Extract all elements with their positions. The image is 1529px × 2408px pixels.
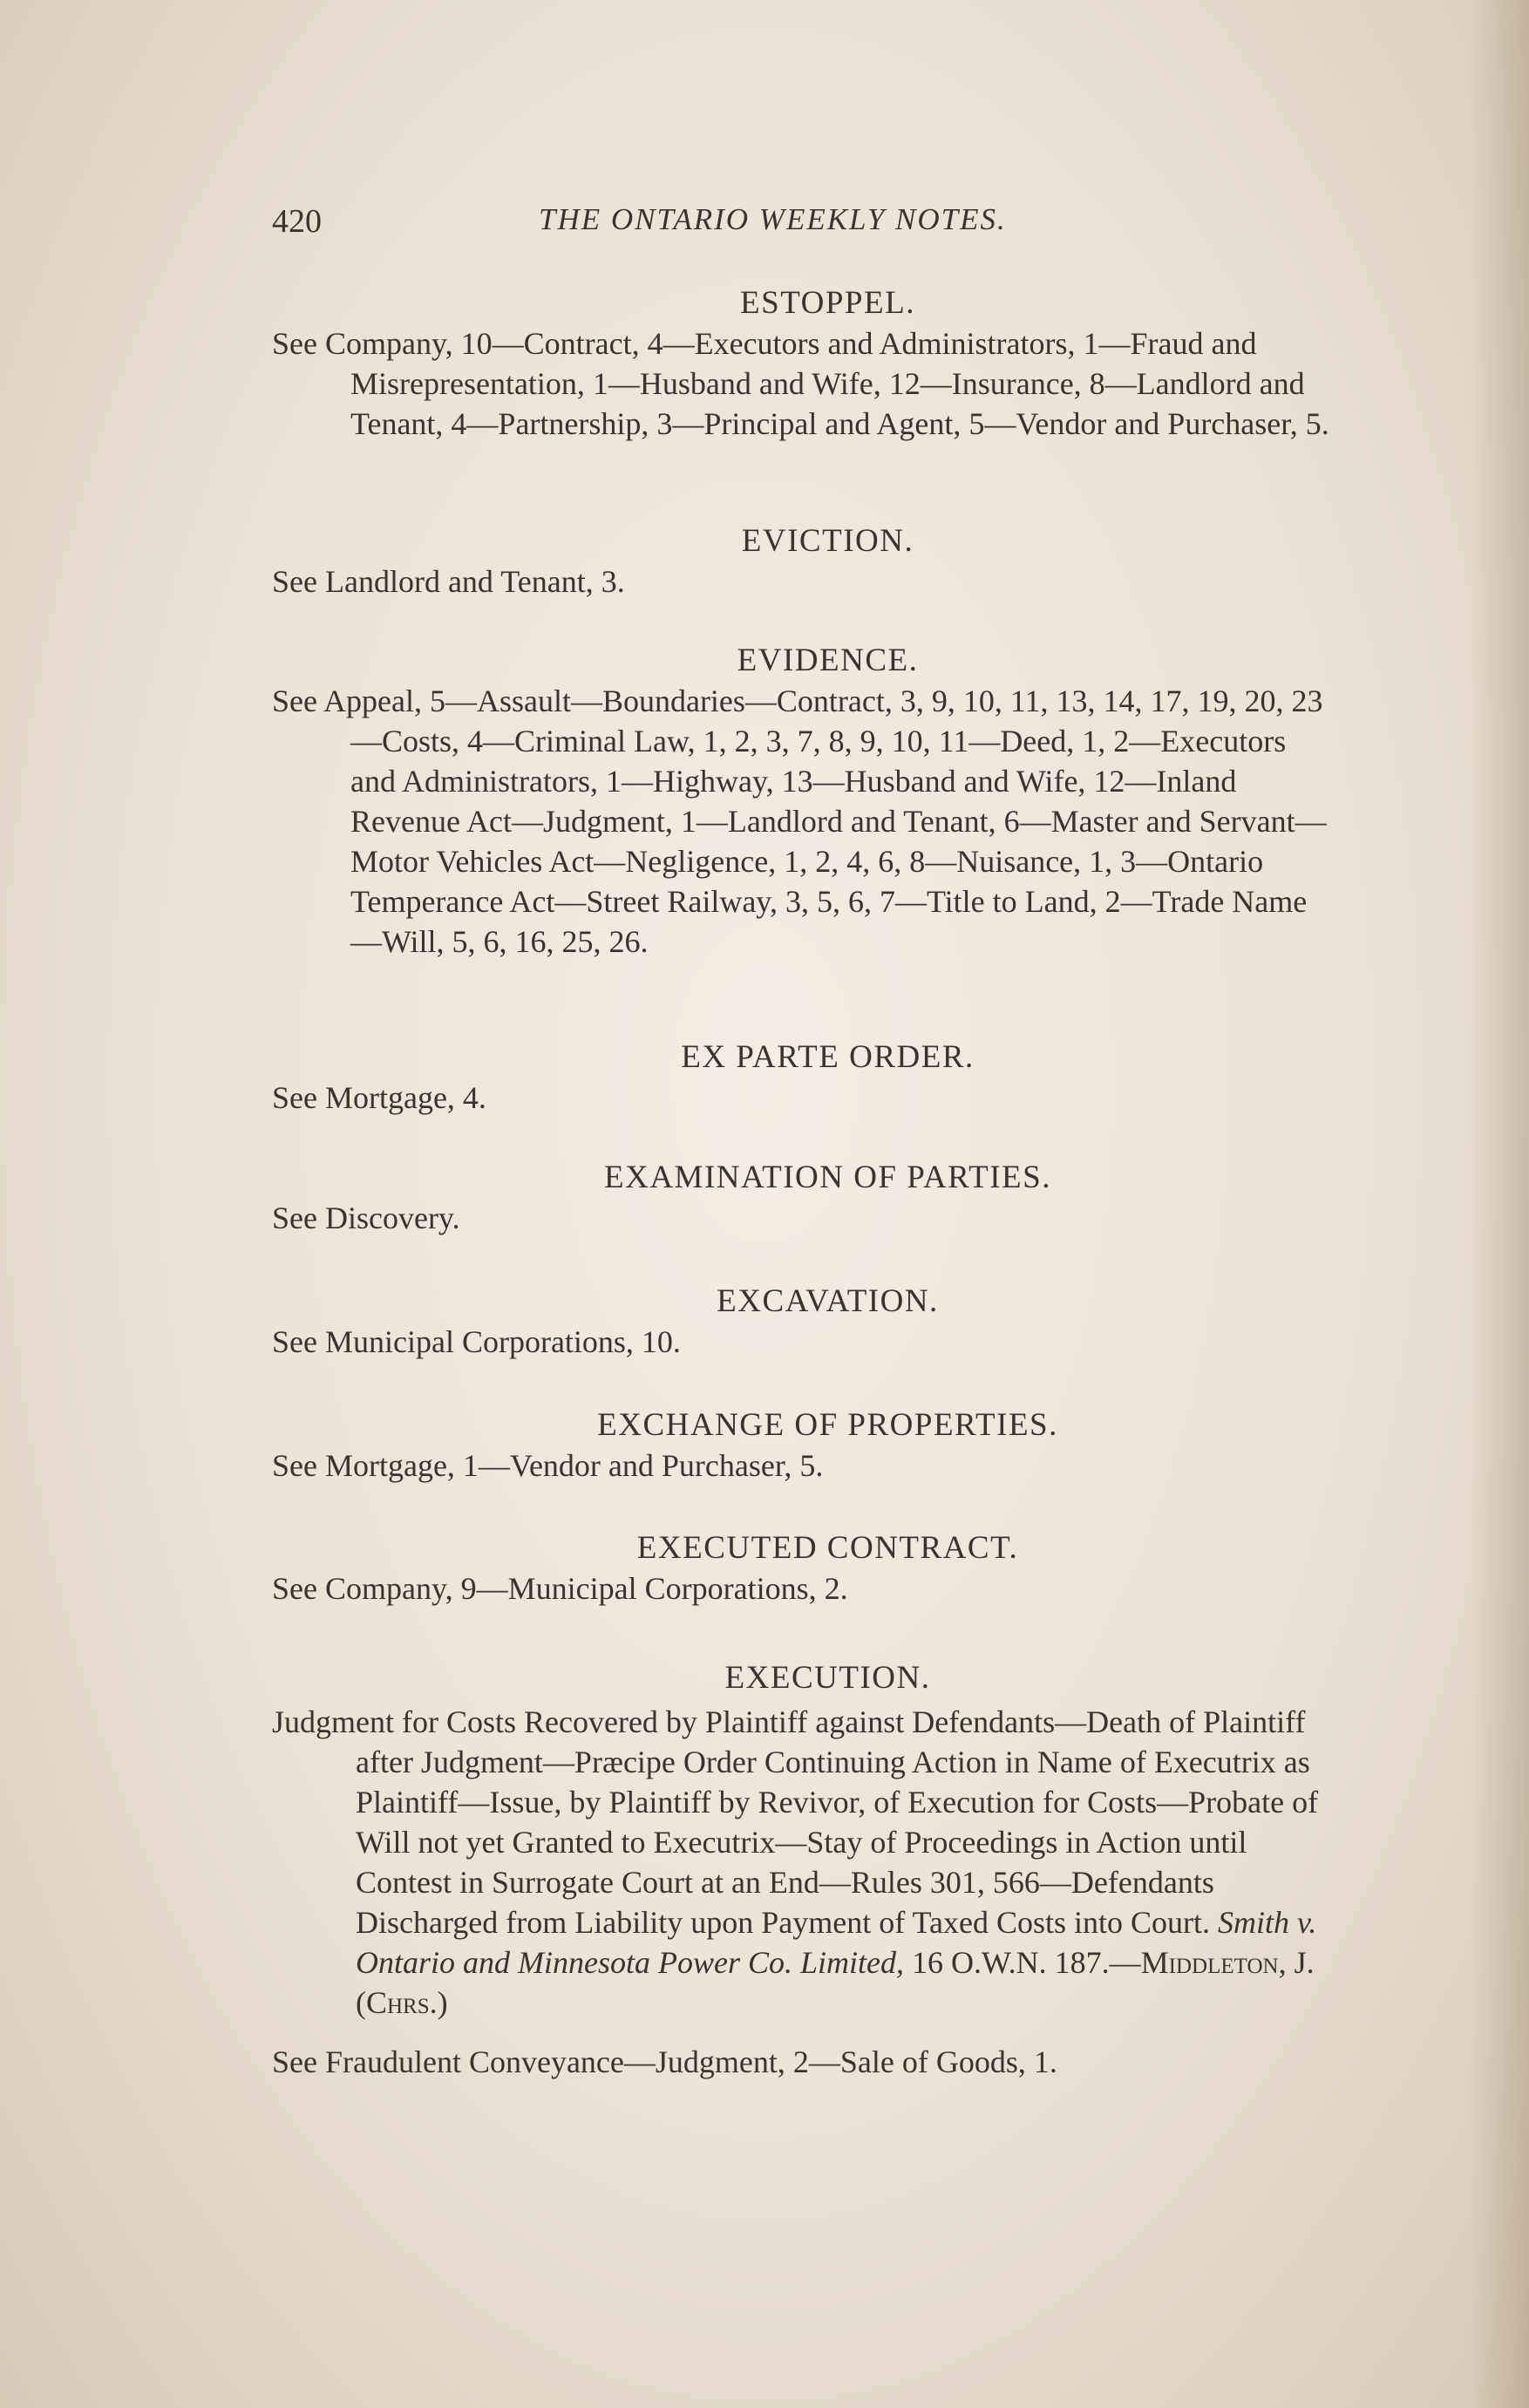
section-heading: EX PARTE ORDER. bbox=[681, 1039, 975, 1075]
section-heading: EXAMINATION OF PARTIES. bbox=[604, 1160, 1051, 1195]
page-edge-shadow bbox=[1468, 0, 1529, 2408]
section-heading: ESTOPPEL. bbox=[740, 285, 915, 321]
see-also-entry: See Company, 10—Contract, 4—Executors and Administrators, 1—Fraud and Misrepresentation, 1—Husband and Wife, 12—Insurance, 8—Landlord and Tenant, 4—Partnership, 3—Principal and Agent, 5—Vendor and Purchaser, 5. bbox=[272, 326, 1329, 441]
section-ex-parte-order bbox=[272, 1037, 1331, 1118]
case-digest-text: Judgment for Costs Recovered by Plaintiff against Defendants—Death of Plaintiff after Judgment—Præcipe Order Continuing Action in Name of Executrix as Plaintiff—Issue, by Plaintiff by Revivor, of Execution for Costs—Probate of Will not yet Granted to Executrix—Stay of Proceedings in Action until Contest in Surrogate Court at an End—Rules 301, 566—Defendants Discharged from Liability upon Payment of Taxed Costs into Court. bbox=[272, 1704, 1319, 1940]
section-heading: EXECUTION. bbox=[724, 1660, 931, 1696]
see-also-entry: See Discovery. bbox=[272, 1201, 460, 1235]
see-also-entry: See Appeal, 5—Assault—Boundaries—Contract, 3, 9, 10, 11, 13, 14, 17, 19, 20, 23—Costs, 4—Criminal Law, 1, 2, 3, 7, 8, 9, 10, 11—Deed, 1, 2—Executors and Administrators, 1—Highway, 13—Husband and Wife, 12—Inland Revenue Act—Judgment, 1—Landlord and Tenant, 6—Master and Servant—Motor Vehicles Act—Negligence, 1, 2, 4, 6, 8—Nuisance, 1, 3—Ontario Temperance Act—Street Railway, 3, 5, 6, 7—Title to Land, 2—Trade Name—Will, 5, 6, 16, 25, 26. bbox=[272, 684, 1327, 959]
section-eviction bbox=[272, 521, 1331, 602]
page-number: 420 bbox=[272, 203, 322, 240]
section-exchange-of-properties bbox=[272, 1405, 1331, 1486]
running-head bbox=[272, 202, 1335, 246]
section-excavation bbox=[272, 1282, 1331, 1362]
section-heading: EXCAVATION. bbox=[717, 1283, 939, 1319]
section-heading: EXECUTED CONTRACT. bbox=[636, 1530, 1019, 1566]
section-execution bbox=[272, 1658, 1331, 2082]
see-also-entry: See Landlord and Tenant, 3. bbox=[272, 564, 625, 599]
section-examination-of-parties bbox=[272, 1158, 1331, 1238]
see-also-entry: See Municipal Corporations, 10. bbox=[272, 1324, 681, 1359]
case-name: Smith v. Ontario and Minnesota Power Co. Limited, bbox=[356, 1905, 1317, 1980]
see-also-entry: See Fraudulent Conveyance—Judgment, 2—Sale of Goods, 1. bbox=[272, 2044, 1057, 2079]
see-also-entry: See Mortgage, 1—Vendor and Purchaser, 5. bbox=[272, 1448, 824, 1483]
judge-name: Middleton, J. (Chrs.) bbox=[356, 1945, 1315, 2020]
section-estoppel bbox=[272, 283, 1331, 444]
see-also-entry: See Mortgage, 4. bbox=[272, 1080, 486, 1115]
see-also-entry: See Company, 9—Municipal Corporations, 2. bbox=[272, 1571, 848, 1606]
section-evidence bbox=[272, 641, 1331, 962]
case-citation: 16 O.W.N. 187.— bbox=[912, 1945, 1141, 1980]
journal-title: THE ONTARIO WEEKLY NOTES. bbox=[539, 202, 1007, 236]
case-digest bbox=[272, 1702, 1331, 2023]
section-heading: EXCHANGE OF PROPERTIES. bbox=[597, 1407, 1058, 1443]
section-heading: EVIDENCE. bbox=[737, 643, 919, 678]
section-heading: EVICTION. bbox=[741, 523, 914, 559]
section-executed-contract bbox=[272, 1528, 1331, 1609]
